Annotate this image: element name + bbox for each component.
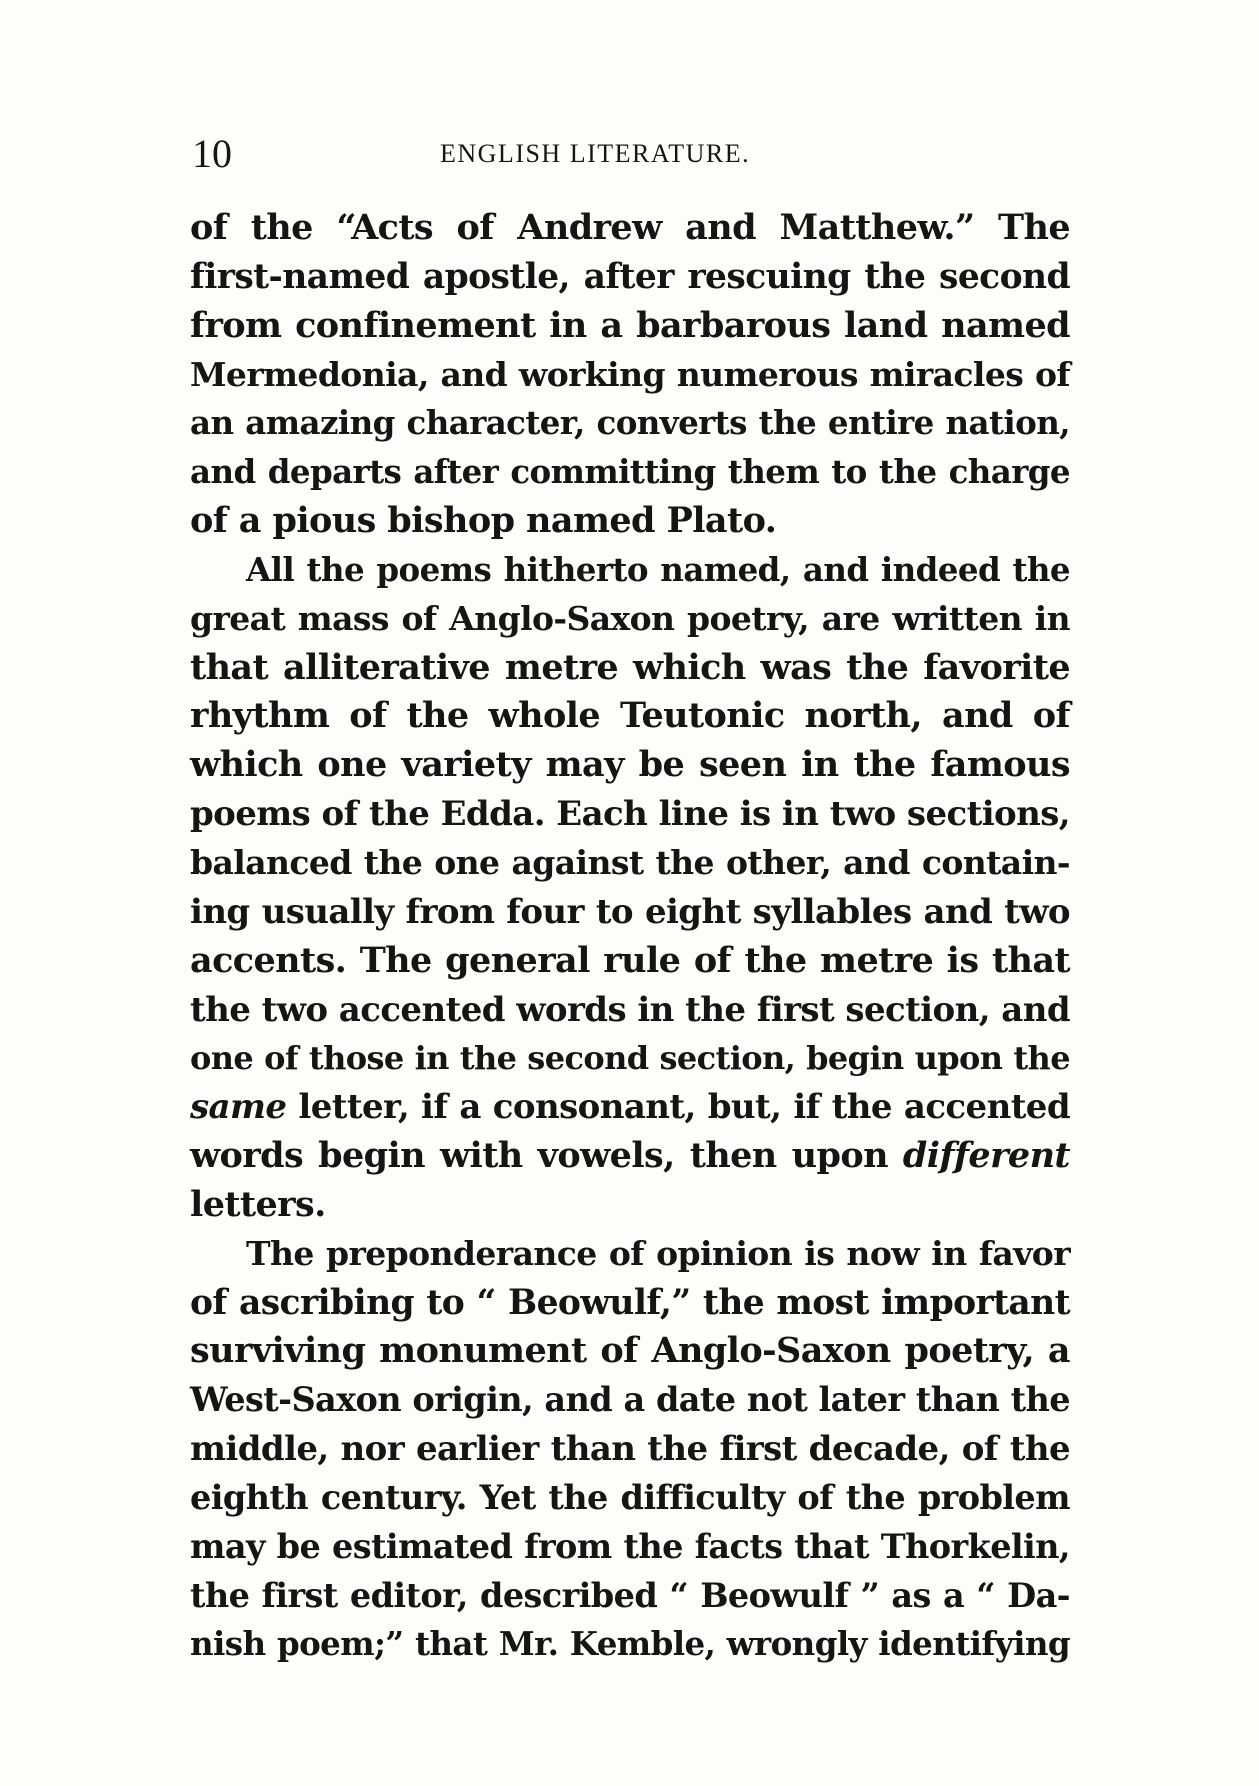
text-line: the two accented words in the first section, and (190, 989, 1070, 1030)
text-line: and departs after committing them to the charge (190, 452, 1070, 492)
line-start: words begin with vowels, then upon (190, 1135, 888, 1177)
text-line: The preponderance of opinion is now in favor (246, 1233, 1070, 1273)
text-line: rhythm of the whole Teutonic north, and of (190, 695, 1070, 737)
italic-word: same (190, 1087, 287, 1128)
text-line: of the “Acts of Andrew and Matthew.” The (190, 207, 1070, 248)
text-line: of ascribing to “ Beowulf,” the most important (190, 1282, 1070, 1323)
text-line-with-italic (190, 1083, 1070, 1132)
text-line: nish poem;” that Mr. Kemble, wrongly identifying (190, 1624, 1070, 1664)
text-line: that alliterative metre which was the favorite (190, 646, 1070, 688)
paragraph-1 (190, 204, 1070, 546)
text-line: middle, nor earlier than the first decade, of the (190, 1429, 1070, 1470)
italic-word: different (902, 1135, 1070, 1177)
text-line: one of those in the second section, begin upon the (190, 1039, 1070, 1078)
text-line: ing usually from four to eight syllables and two (190, 891, 1070, 932)
text-line: an amazing character, converts the entire nation, (190, 403, 1070, 443)
text-line: balanced the one against the other, and contain- (190, 842, 1070, 882)
paragraph-3 (190, 1230, 1070, 1670)
body-text (190, 204, 1070, 1669)
text-line: from confinement in a barbarous land named (190, 304, 1070, 346)
text-line: the first editor, described “ Beowulf ” as a “ Da- (190, 1575, 1070, 1615)
text-line: great mass of Anglo-Saxon poetry, are written in (190, 598, 1070, 638)
text-line: West-Saxon origin, and a date not later than the (190, 1380, 1070, 1420)
text-line: letters. (190, 1183, 326, 1225)
line-rest: letter, if a consonant, but, if the accented (298, 1087, 1070, 1128)
text-line: surviving monument of Anglo-Saxon poetry, a (190, 1330, 1070, 1372)
text-line: eighth century. Yet the difficulty of the problem (190, 1477, 1070, 1517)
text-line: accents. The general rule of the metre is that (190, 939, 1070, 981)
text-line: which one variety may be seen in the famous (190, 744, 1070, 786)
text-line: All the poems hitherto named, and indeed the (246, 549, 1070, 589)
text-line: of a pious bishop named Plato. (190, 500, 777, 542)
text-line-with-italic (190, 1132, 1070, 1181)
page-number: 10 (192, 131, 232, 176)
text-line: may be estimated from the facts that Thorkelin, (190, 1526, 1070, 1566)
text-line: Mermedonia, and working numerous miracles of (190, 354, 1070, 394)
text-line: first-named apostle, after rescuing the second (190, 256, 1070, 297)
text-line: poems of the Edda. Each line is in two sections, (190, 794, 1070, 835)
running-title: ENGLISH LITERATURE. (440, 139, 751, 168)
page-header (192, 128, 1072, 180)
paragraph-2 (190, 546, 1070, 1230)
